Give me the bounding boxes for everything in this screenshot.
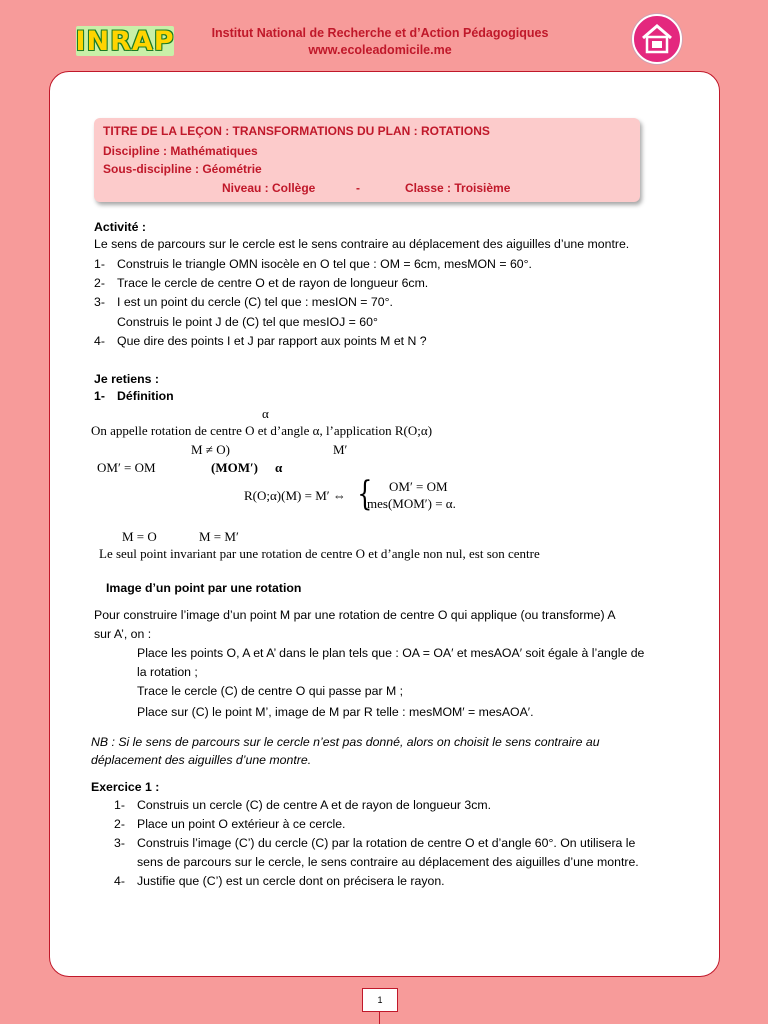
exercice-item-num: 1-	[114, 798, 125, 812]
lesson-title: TITRE DE LA LEÇON : TRANSFORMATIONS DU PLAN : ROTATIONS	[103, 124, 490, 138]
condition-om: OM′ = OM	[389, 479, 448, 494]
image-section-heading: Image d’un point par une rotation	[106, 581, 302, 595]
separator: -	[356, 181, 360, 195]
invariant-statement: Le seul point invariant par une rotation de centre O et d’angle non nul, est son centre	[99, 546, 540, 561]
exercice-item-num: 2-	[114, 817, 125, 831]
definition-line: On appelle rotation de centre O et d’angle α, l’application R(O;α)	[91, 423, 433, 438]
m-prime: M′	[333, 442, 348, 457]
om-equals: OM′ = OM	[97, 460, 156, 475]
image-step-1: Place les points O, A et A’ dans le plan tels que : OA = OA′ et mesAOA′ soit égale à l’angle de	[137, 646, 645, 660]
activite-item-text: Construis le triangle OMN isocèle en O tel que : OM = 6cm, mesMON = 60°.	[117, 257, 532, 271]
org-name: Institut National de Recherche et d’Action Pédagogiques	[211, 26, 549, 40]
brace-icon: {	[357, 474, 373, 514]
mom-angle: (MOM′)	[211, 460, 258, 475]
exercice-item-text: sens de parcours sur le cercle, le sens contraire au déplacement des aiguilles d’une montre.	[137, 855, 639, 869]
condition-angle: mes(MOM′) = α.	[367, 496, 456, 511]
activite-intro: Le sens de parcours sur le cercle est le sens contraire au déplacement des aiguilles d’une montre.	[94, 237, 630, 251]
activite-heading: Activité :	[94, 220, 146, 234]
page-number-line	[379, 1011, 380, 1024]
exercice-item-num: 4-	[114, 874, 125, 888]
je-retiens-heading: Je retiens :	[94, 372, 159, 386]
activite-item-num: 2-	[94, 276, 105, 290]
activite-item-num: 1-	[94, 257, 105, 271]
image-step-2: Trace le cercle (C) de centre O qui passe par M ;	[137, 684, 404, 698]
m-neq-o: M ≠ O)	[191, 442, 230, 457]
nb-note-cont: déplacement des aiguilles d’une montre.	[91, 753, 312, 767]
subdiscipline: Sous-discipline : Géométrie	[103, 162, 262, 176]
nb-note: NB : Si le sens de parcours sur le cercle n’est pas donné, alors on choisit le sens contraire au	[91, 735, 600, 749]
activite-item-text: I est un point du cercle (C) tel que : mesION = 70°.	[117, 295, 393, 309]
alpha-bold: α	[275, 460, 283, 475]
activite-item-num: 4-	[94, 334, 105, 348]
alpha-symbol: α	[262, 406, 269, 421]
m-equals-o: M = O	[122, 529, 157, 544]
page-number: 1	[362, 988, 398, 1012]
inrap-logo: INRAP	[75, 25, 175, 57]
activite-item-text: Trace le cercle de centre O et de rayon de longueur 6cm.	[117, 276, 429, 290]
image-intro-cont: sur A’, on :	[94, 627, 152, 641]
rotation-equivalence: R(O;α)(M) = M′ ⇔	[244, 488, 346, 503]
ecoleadomicile-logo-icon	[632, 14, 682, 64]
exercice-item-text: Construis l’image (C’) du cercle (C) par la rotation de centre O et d’angle 60°. On utilisera le	[137, 836, 636, 850]
image-step-1-cont: la rotation ;	[137, 665, 198, 679]
activite-item-text: Construis le point J de (C) tel que mesIOJ = 60°	[117, 315, 378, 329]
discipline: Discipline : Mathématiques	[103, 144, 258, 158]
definition-num: 1-	[94, 389, 105, 403]
activite-item-text: Que dire des points I et J par rapport aux points M et N ?	[117, 334, 427, 348]
classe: Classe : Troisième	[405, 181, 511, 195]
m-equals-mprime: M = M′	[199, 529, 239, 544]
exercice-heading: Exercice 1 :	[91, 780, 160, 794]
niveau: Niveau : Collège	[222, 181, 316, 195]
website-link[interactable]: www.ecoleadomicile.me	[308, 43, 452, 57]
exercice-item-text: Justifie que (C’) est un cercle dont on précisera le rayon.	[137, 874, 445, 888]
activite-item-num: 3-	[94, 295, 105, 309]
exercice-item-text: Place un point O extérieur à ce cercle.	[137, 817, 346, 831]
image-intro: Pour construire l’image d’un point M par une rotation de centre O qui applique (ou transforme) A	[94, 608, 616, 622]
definition-title: Définition	[117, 389, 174, 403]
exercice-item-num: 3-	[114, 836, 125, 850]
image-step-3: Place sur (C) le point M’, image de M par R telle : mesMOM′ = mesAOA′.	[137, 705, 534, 719]
exercice-item-text: Construis un cercle (C) de centre A et de rayon de longueur 3cm.	[137, 798, 492, 812]
